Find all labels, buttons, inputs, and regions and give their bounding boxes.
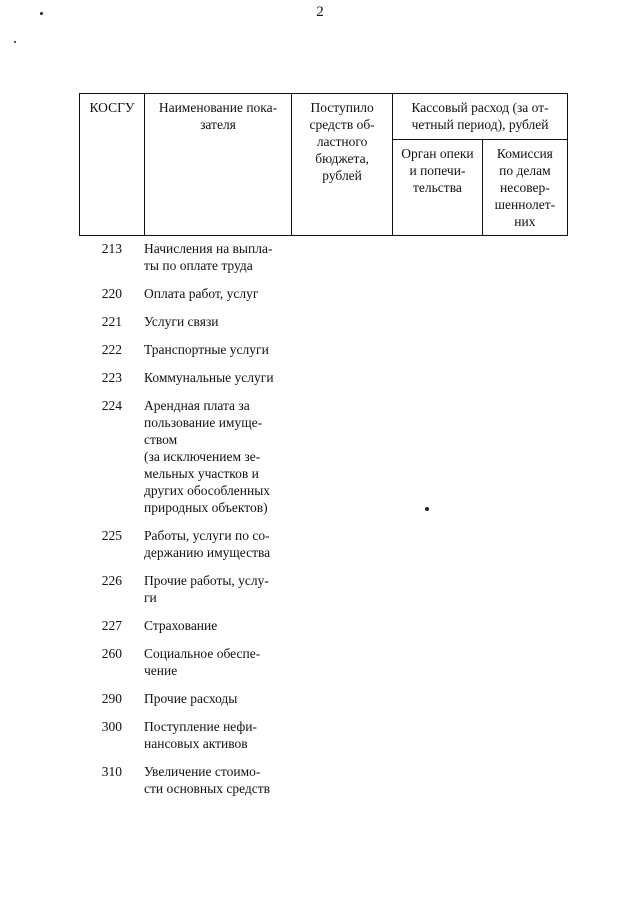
table-row	[79, 645, 339, 679]
row-code: 300	[101, 719, 122, 734]
scan-speck	[425, 507, 429, 511]
row-name: Социальное обеспе- чение	[144, 646, 261, 678]
header-cell-guardianship	[393, 140, 483, 236]
row-code: 222	[101, 342, 122, 357]
row-code: 213	[101, 241, 122, 256]
table-row	[79, 397, 339, 516]
table-row	[79, 763, 339, 797]
row-name: Услуги связи	[144, 314, 219, 329]
header-guardianship-label: Орган опеки и попечи- тельства	[401, 146, 474, 195]
row-name: Транспортные услуги	[144, 342, 269, 357]
header-name-label: Наименование пока- зателя	[158, 100, 278, 132]
row-code: 220	[101, 286, 122, 301]
row-name: Арендная плата за пользование имуще- ством (за исключением зе- мельных участков и других обособленных природных объектов)	[144, 398, 271, 515]
table-row	[79, 527, 339, 561]
table-row	[79, 572, 339, 606]
header-expense-group-label: Кассовый расход (за от- четный период), рублей	[411, 100, 549, 132]
row-code: 226	[101, 573, 122, 588]
header-cell-code	[80, 94, 145, 236]
page-number: 2	[316, 4, 324, 20]
row-code: 221	[101, 314, 122, 329]
row-code: 223	[101, 370, 122, 385]
header-code-label: КОСГУ	[89, 100, 135, 115]
row-name: Оплата работ, услуг	[144, 286, 259, 301]
table-row	[79, 369, 339, 386]
indicator-rows	[79, 240, 339, 808]
row-code: 227	[101, 618, 122, 633]
header-commission-label: Комиссия по делам несовер- шеннолет- них	[494, 146, 556, 229]
header-cell-commission	[482, 140, 567, 236]
table-row	[79, 718, 339, 752]
table-row	[79, 240, 339, 274]
row-code: 260	[101, 646, 122, 661]
row-name: Начисления на выпла- ты по оплате труда	[144, 241, 273, 273]
table-row	[79, 341, 339, 358]
row-name: Прочие работы, услу- ги	[144, 573, 269, 605]
table-row	[79, 617, 339, 634]
header-received-label: Поступило средств об- ластного бюджета, рублей	[309, 100, 375, 183]
table-row	[79, 285, 339, 302]
row-name: Страхование	[144, 618, 218, 633]
row-name: Прочие расходы	[144, 691, 238, 706]
row-name: Увеличение стоимо- сти основных средств	[144, 764, 271, 796]
header-cell-received	[292, 94, 393, 236]
row-name: Поступление нефи- нансовых активов	[144, 719, 257, 751]
row-code: 224	[101, 398, 122, 413]
table-row	[79, 313, 339, 330]
row-code: 290	[101, 691, 122, 706]
table-row	[79, 690, 339, 707]
header-cell-expense-group	[393, 94, 568, 140]
scan-speck	[14, 41, 16, 43]
indicator-table-header	[79, 93, 568, 236]
row-code: 310	[101, 764, 122, 779]
row-name: Работы, услуги по со- держанию имущества	[144, 528, 271, 560]
scan-speck	[40, 12, 43, 15]
row-name: Коммунальные услуги	[144, 370, 274, 385]
row-code: 225	[101, 528, 122, 543]
header-cell-name	[144, 94, 291, 236]
